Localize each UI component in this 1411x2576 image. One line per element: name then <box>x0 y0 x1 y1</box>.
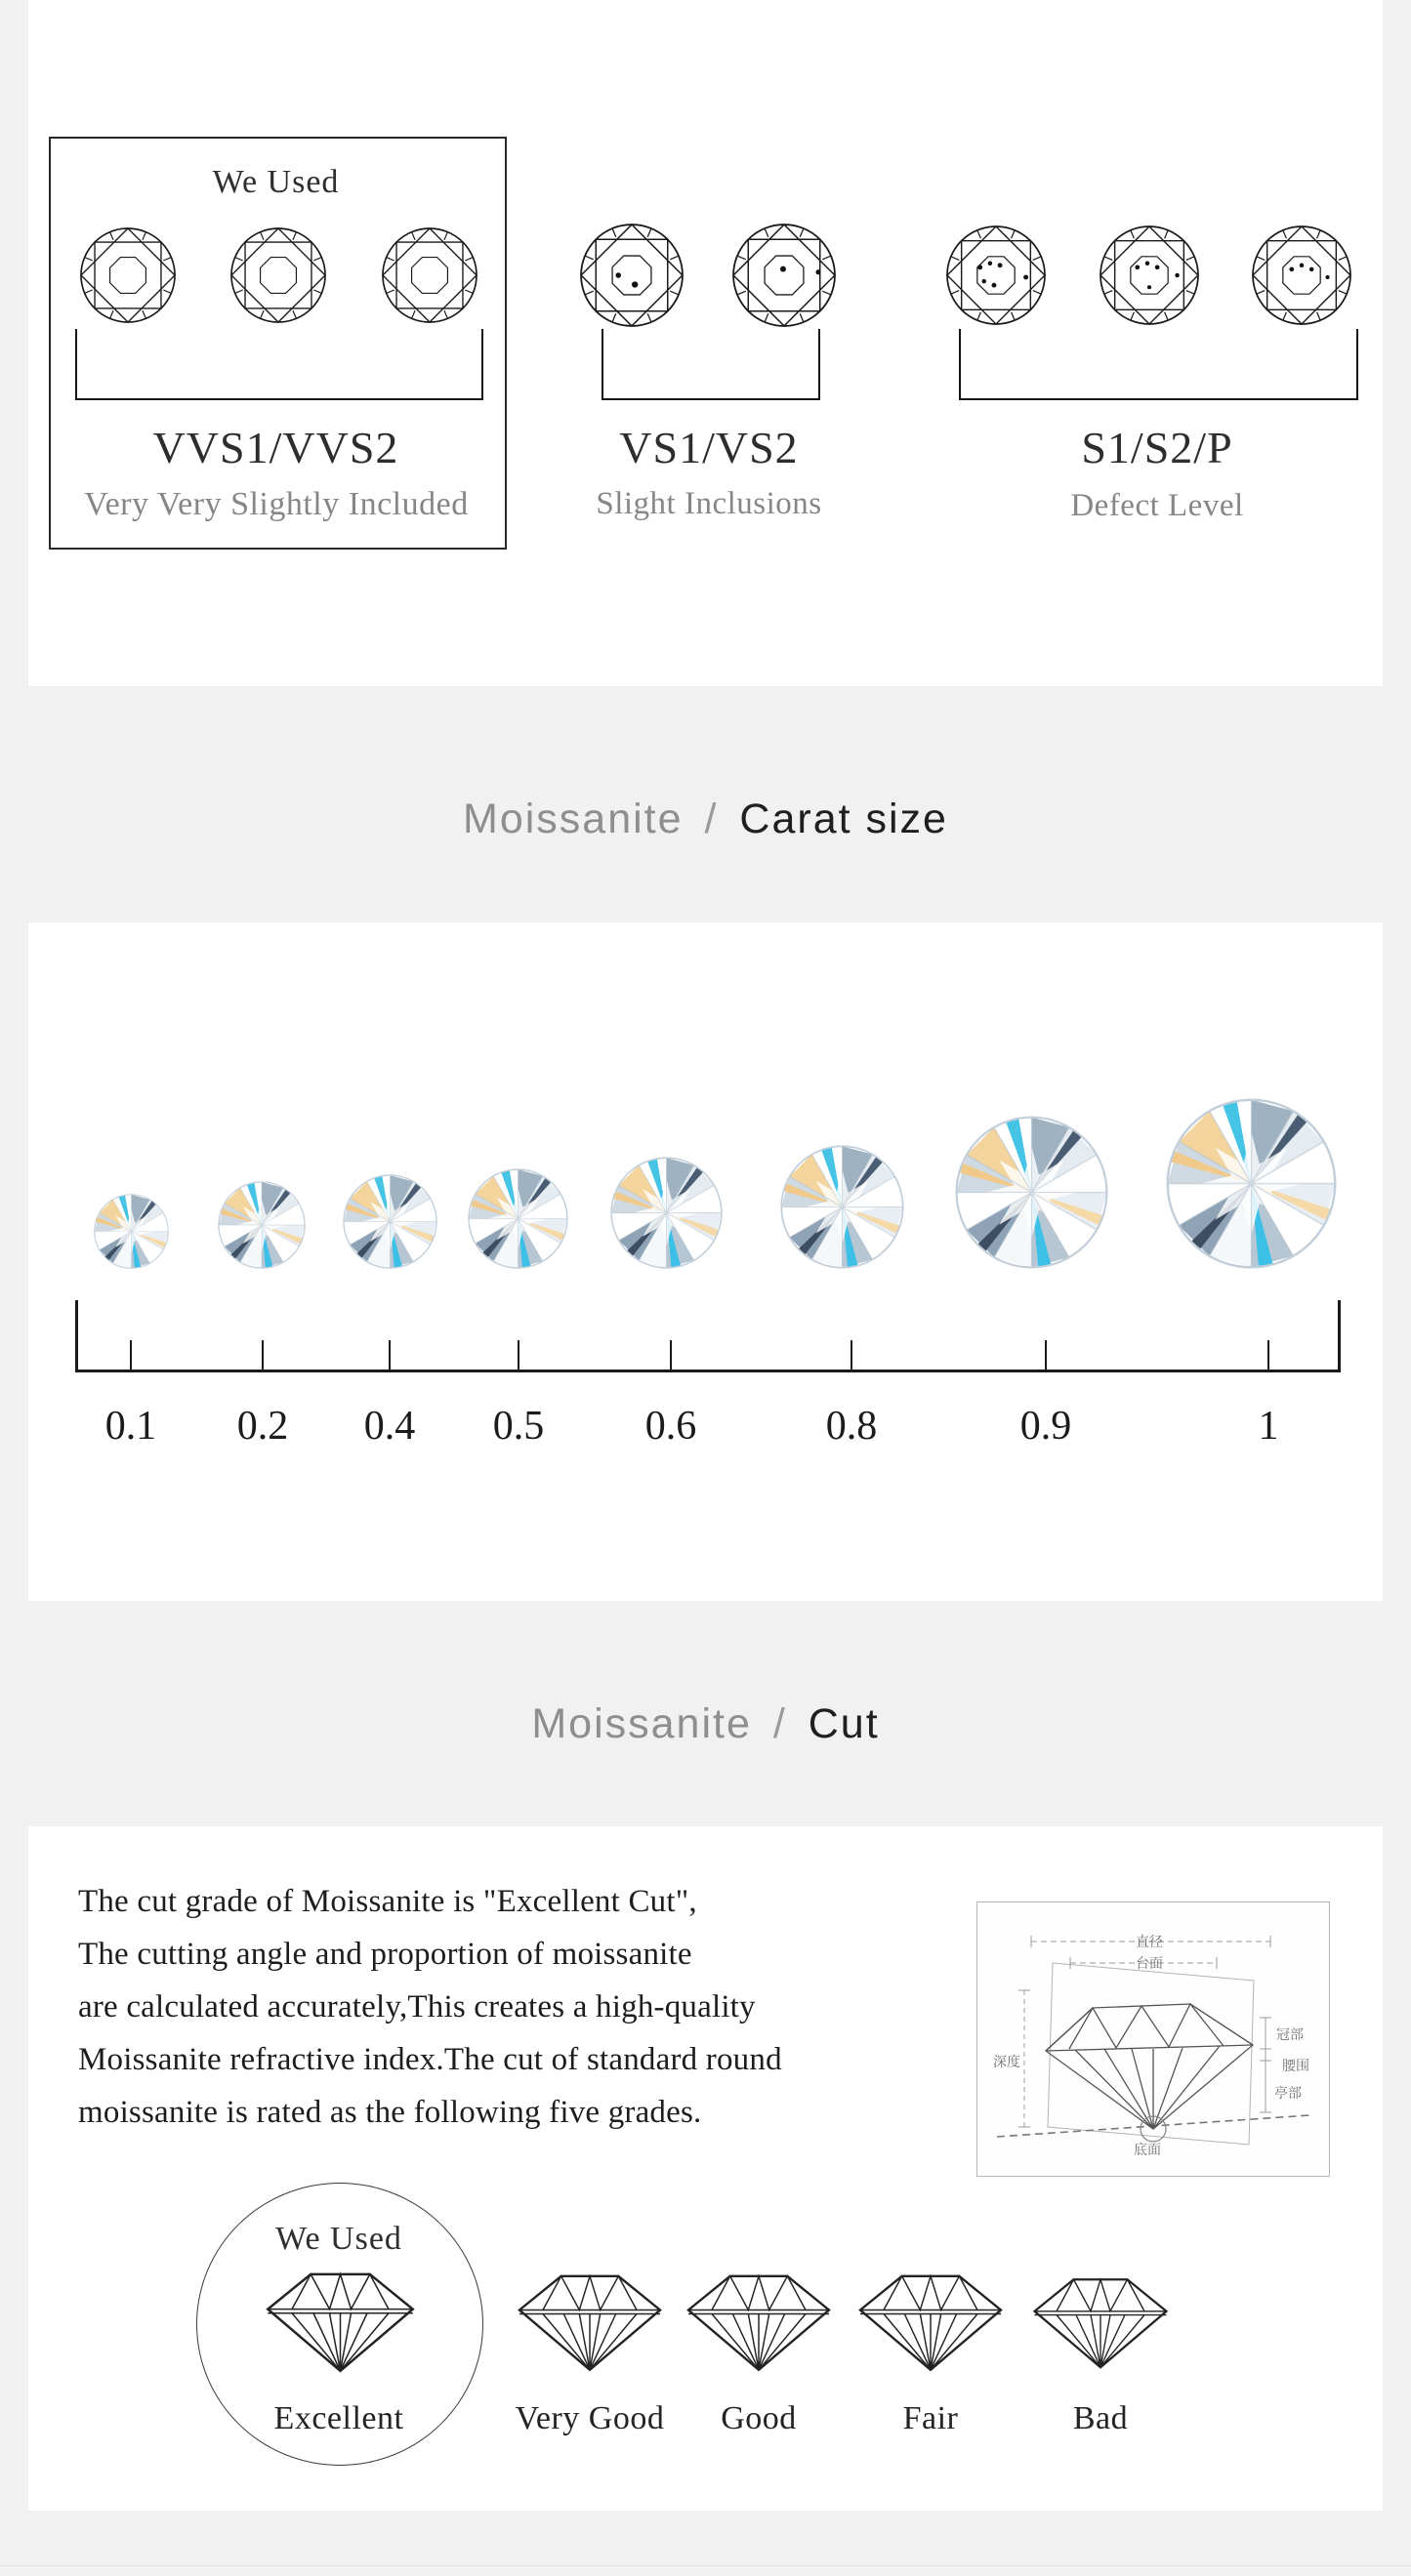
bottom-separator <box>0 2565 1411 2566</box>
ruler-end-tick <box>75 1300 78 1370</box>
inclusion-specks <box>1289 264 1329 280</box>
diagram-label-depth: 深度 <box>993 2055 1020 2070</box>
title-label: Carat size <box>739 796 948 842</box>
diamond-top-icon <box>1100 225 1199 325</box>
cut-grade-label: Good <box>721 2400 797 2436</box>
moissanite-gem <box>955 1116 1108 1269</box>
diagram-label-culet: 底面 <box>1134 2143 1161 2158</box>
cut-paragraph <box>78 1875 782 2139</box>
title-prefix: Moissanite <box>463 796 684 842</box>
carat-size-label: 0.5 <box>492 1404 545 1449</box>
clarity-grade: VS1/VS2 <box>619 423 799 472</box>
inclusion-specks <box>615 272 638 287</box>
title-label: Cut <box>808 1700 880 1747</box>
cut-we-used-label: We Used <box>275 2221 402 2257</box>
cut-section-title <box>0 1700 1411 1748</box>
paragraph-line: The cut grade of Moissanite is "Excellent Cut", <box>78 1884 697 1919</box>
carat-size-label: 0.8 <box>825 1404 878 1449</box>
diamond-top-icon <box>580 224 684 327</box>
moissanite-gem <box>610 1157 723 1269</box>
carat-size-label: 0.6 <box>644 1404 697 1449</box>
diamond-top-icon <box>80 227 176 323</box>
moissanite-gem <box>780 1145 904 1269</box>
ruler-tick <box>130 1340 132 1370</box>
moissanite-gem <box>218 1181 306 1269</box>
clarity-bracket <box>602 329 820 400</box>
ruler-end-tick <box>1338 1300 1341 1370</box>
ruler-tick <box>518 1340 519 1370</box>
ruler-tick <box>389 1340 391 1370</box>
diamond-top-icon <box>230 227 326 323</box>
carat-size-label: 1 <box>1258 1404 1279 1449</box>
diamond-side-icon <box>512 2270 668 2373</box>
cut-panel <box>28 1826 1383 2511</box>
clarity-bracket <box>959 329 1358 400</box>
cut-grade-label: Fair <box>902 2400 959 2436</box>
moissanite-gem <box>343 1174 437 1269</box>
ruler-tick <box>1045 1340 1047 1370</box>
diamond-side-icon <box>852 2270 1009 2373</box>
carat-size-label: 0.9 <box>1019 1404 1072 1449</box>
ruler-tick <box>262 1340 264 1370</box>
clarity-grade: S1/S2/P <box>1081 423 1233 472</box>
we-used-label: We Used <box>212 164 340 200</box>
diamond-top-icon <box>946 225 1046 325</box>
moissanite-gem <box>94 1194 169 1269</box>
diagram-label-crown: 冠部 <box>1276 2027 1304 2043</box>
diagram-label-diameter: 直径 <box>1136 1935 1163 1950</box>
carat-panel <box>28 922 1383 1601</box>
diagram-label-girdle: 腰围 <box>1282 2059 1309 2074</box>
inclusion-specks <box>977 262 1028 288</box>
title-separator: / <box>704 796 719 842</box>
paragraph-line: are calculated accurately,This creates a high-quality <box>78 1989 756 2024</box>
inclusion-specks <box>1135 262 1179 290</box>
moissanite-gem <box>1166 1098 1337 1269</box>
diamond-top-icon <box>382 227 477 323</box>
clarity-desc: Defect Level <box>1070 488 1244 523</box>
clarity-grade: VVS1/VVS2 <box>152 423 399 472</box>
ruler-tick <box>851 1340 852 1370</box>
carat-ruler-baseline <box>75 1370 1341 1372</box>
clarity-desc: Slight Inclusions <box>596 486 822 521</box>
moissanite-gem <box>468 1168 568 1269</box>
cut-grade-label: Excellent <box>273 2400 404 2436</box>
ruler-tick <box>1267 1340 1269 1370</box>
cut-grade-label: Very Good <box>515 2400 665 2436</box>
paragraph-line: The cutting angle and proportion of moissanite <box>78 1937 692 1972</box>
diamond-top-icon <box>1252 225 1351 325</box>
cut-grade-label: Bad <box>1072 2400 1129 2436</box>
paragraph-line: Moissanite refractive index.The cut of standard round <box>78 2042 782 2077</box>
clarity-desc: Very Very Slightly Included <box>84 486 469 522</box>
diamond-side-icon <box>1027 2273 1174 2371</box>
ruler-tick <box>670 1340 672 1370</box>
cut-proportion-diagram <box>976 1901 1330 2177</box>
carat-size-label: 0.2 <box>236 1404 289 1449</box>
carat-section-title <box>0 796 1411 843</box>
carat-size-label: 0.4 <box>363 1404 416 1449</box>
diamond-side-icon <box>681 2270 837 2373</box>
diamond-anatomy-sketch <box>977 1902 1329 2176</box>
clarity-bracket <box>75 329 483 400</box>
inclusion-specks <box>780 266 821 275</box>
paragraph-line: moissanite is rated as the following five grades. <box>78 2095 702 2130</box>
title-separator: / <box>772 1700 787 1747</box>
diamond-top-icon <box>732 224 836 327</box>
diamond-side-icon <box>260 2269 421 2374</box>
clarity-panel <box>28 0 1383 686</box>
diagram-label-table: 台面 <box>1136 1956 1163 1972</box>
diagram-label-pavilion: 亭部 <box>1274 2086 1302 2102</box>
title-prefix: Moissanite <box>531 1700 752 1747</box>
carat-size-label: 0.1 <box>104 1404 157 1449</box>
